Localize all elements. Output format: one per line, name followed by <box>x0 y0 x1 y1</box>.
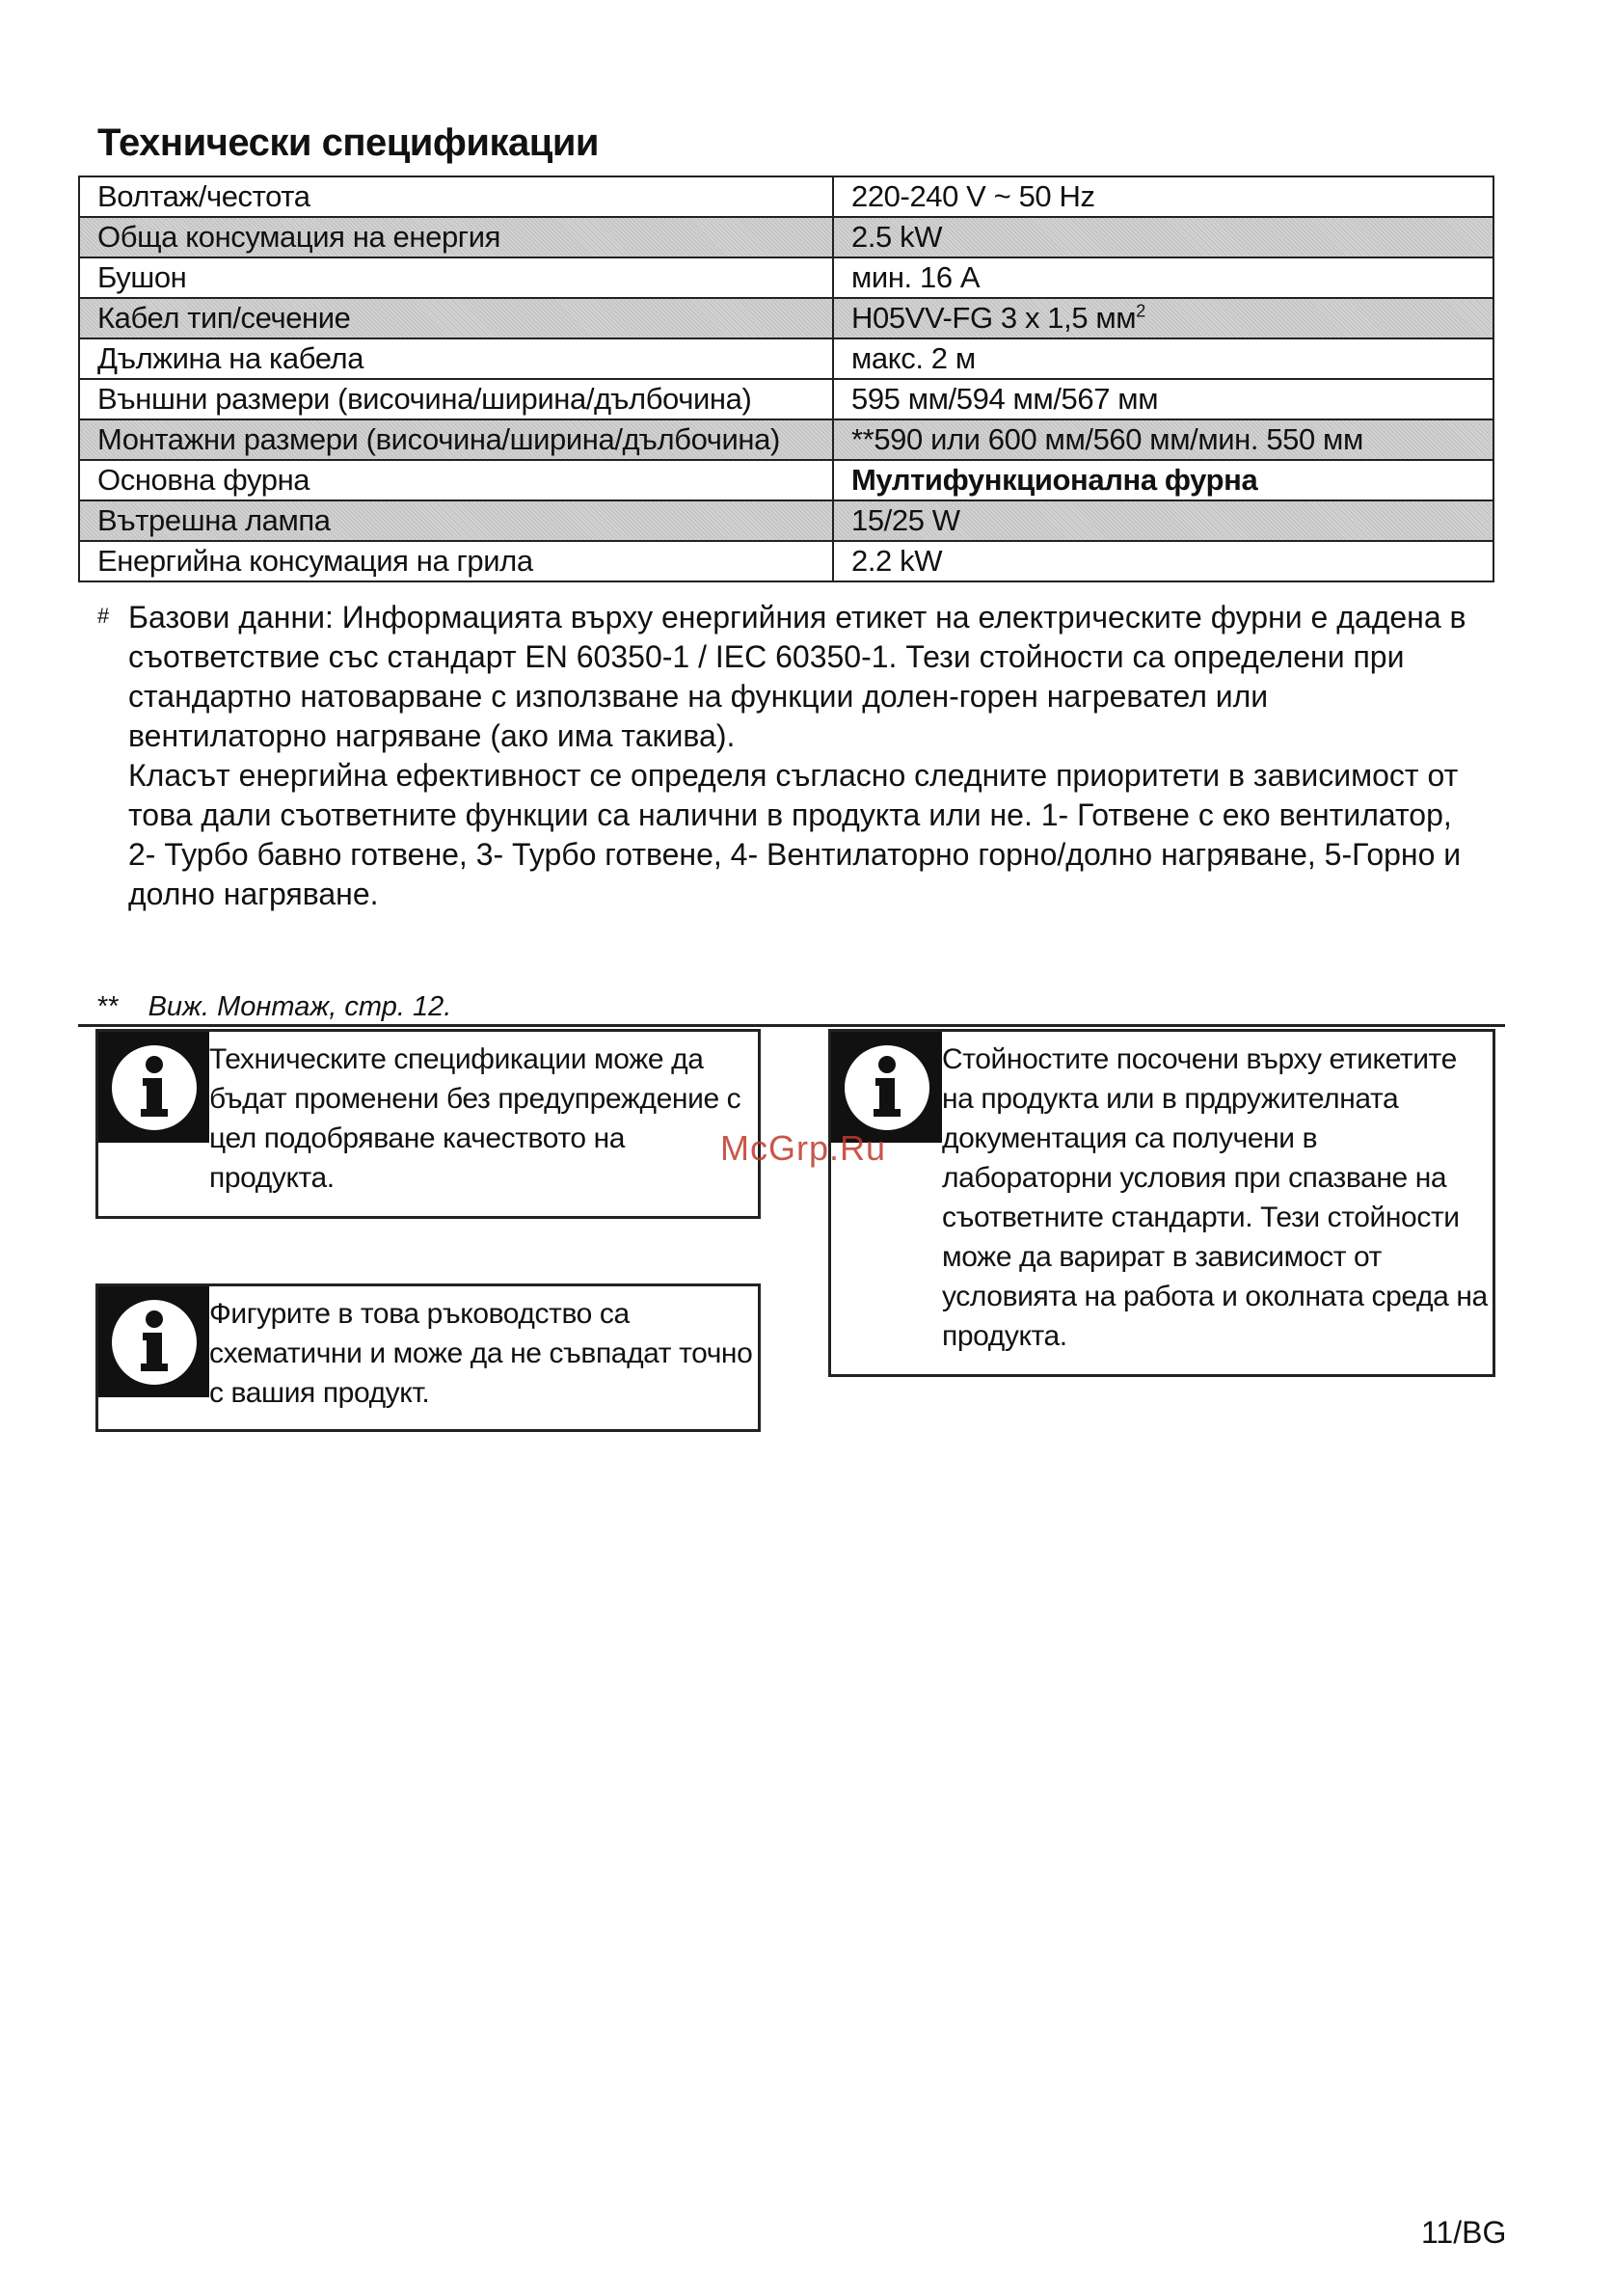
page-title: Технически спецификации <box>97 122 600 164</box>
spec-value: мин. 16 A <box>833 257 1493 298</box>
table-row <box>79 176 1493 217</box>
footnote-text: Виж. Монтаж, стр. 12. <box>148 991 452 1022</box>
spec-value <box>833 298 1493 338</box>
spec-value: макс. 2 м <box>833 338 1493 379</box>
spec-label: Обща консумация на енергия <box>79 217 833 257</box>
spec-label: Вътрешна лампа <box>79 500 833 541</box>
spec-value: 220-240 V ~ 50 Hz <box>833 176 1493 217</box>
energy-note <box>128 598 1468 914</box>
spec-value: 595 мм/594 мм/567 мм <box>833 379 1493 419</box>
info-icon <box>831 1032 942 1143</box>
info-box <box>828 1029 1495 1377</box>
spec-value-text: H05VV-FG 3 x 1,5 мм <box>851 301 1137 335</box>
table-row <box>79 460 1493 500</box>
note-marker: # <box>97 604 110 628</box>
table-row <box>79 541 1493 581</box>
info-text: Фигурите в това ръководство са схематични и може да не съвпадат точно с вашия продукт. <box>209 1298 753 1409</box>
spec-value: 2.5 kW <box>833 217 1493 257</box>
specifications-table <box>78 176 1494 582</box>
note-paragraph: Класът енергийна ефективност се определя съгласно следните приоритети в зависимост от това дали съответните функции са налични в продукта или не. 1- Готвене с еко вентилатор, 2- Турбо бавно готвене, 3- Турбо готвене, 4- Вентилаторно горно/долно нагряване, 5-Горно и долно нагряване. <box>128 758 1462 911</box>
spec-value: 15/25 W <box>833 500 1493 541</box>
spec-label: Кабел тип/сечение <box>79 298 833 338</box>
watermark: McGrp.Ru <box>720 1128 887 1168</box>
info-text: Техническите спецификации може да бъдат променени без предупреждение с цел подобряване качеството на продукта. <box>209 1043 741 1194</box>
table-row <box>79 338 1493 379</box>
spec-label: Бушон <box>79 257 833 298</box>
spec-value: Мултифункционална фурна <box>833 460 1493 500</box>
spec-label: Монтажни размери (височина/ширина/дълбочина) <box>79 419 833 460</box>
info-box <box>95 1029 761 1219</box>
note-paragraph: Базови данни: Информацията върху енергийния етикет на електрическите фурни е дадена в съответствие със стандарт EN 60350-1 / IEC 60350-1. Тези стойности са определени при стандартно натоварване с използване на функции долен-горен нагревател или вентилаторно нагряване (ако има такива). <box>128 600 1466 753</box>
footnote <box>97 991 451 1023</box>
info-text: Стойностите посочени върху етикетите на продукта или в прдружителната документация са получени в лабораторни условия при спазване на съответните стандарти. Тези стойности може да варират в зависимост от условията на работа и околната среда на продукта. <box>942 1043 1488 1352</box>
spec-value: 2.2 kW <box>833 541 1493 581</box>
footnote-marker: ** <box>97 991 120 1022</box>
spec-label: Външни размери (височина/ширина/дълбочина) <box>79 379 833 419</box>
divider <box>78 1024 1505 1027</box>
table-row <box>79 257 1493 298</box>
spec-label: Дължина на кабела <box>79 338 833 379</box>
spec-label: Волтаж/честота <box>79 176 833 217</box>
table-row <box>79 217 1493 257</box>
info-icon <box>98 1032 209 1143</box>
table-row <box>79 298 1493 338</box>
spec-label: Енергийна консумация на грила <box>79 541 833 581</box>
spec-label: Основна фурна <box>79 460 833 500</box>
spec-value-superscript: 2 <box>1136 301 1145 321</box>
page-number: 11/BG <box>1421 2215 1507 2250</box>
table-row <box>79 379 1493 419</box>
table-row <box>79 500 1493 541</box>
table-row <box>79 419 1493 460</box>
info-box <box>95 1283 761 1432</box>
spec-value: **590 или 600 мм/560 мм/мин. 550 мм <box>833 419 1493 460</box>
info-icon <box>98 1286 209 1397</box>
